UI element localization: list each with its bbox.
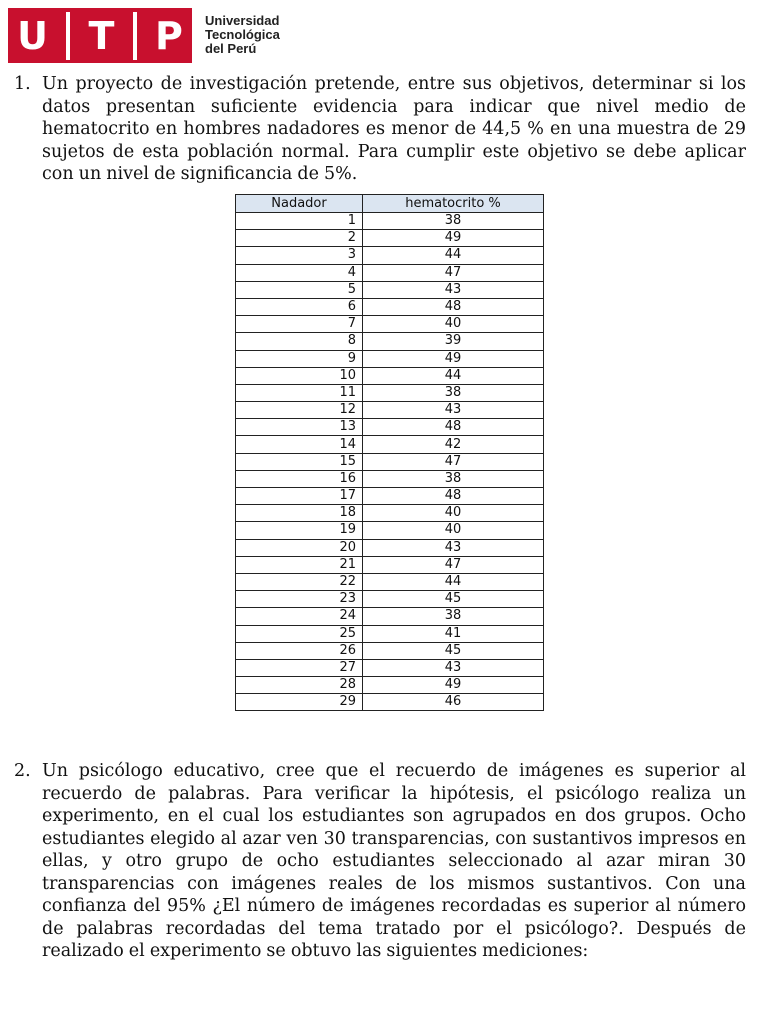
cell-hematocrito: 43 [363,539,544,556]
cell-nadador: 27 [236,659,363,676]
table-row [236,470,544,487]
cell-nadador: 10 [236,367,363,384]
table-row [236,384,544,401]
cell-hematocrito: 39 [363,333,544,350]
table-row [236,333,544,350]
table-row [236,419,544,436]
table-row [236,573,544,590]
cell-nadador: 13 [236,419,363,436]
cell-hematocrito: 48 [363,298,544,315]
cell-nadador: 28 [236,677,363,694]
cell-nadador: 18 [236,505,363,522]
cell-hematocrito: 38 [363,213,544,230]
logo-letter-u: U [17,13,48,58]
cell-nadador: 20 [236,539,363,556]
cell-nadador: 16 [236,470,363,487]
logo-separator [66,12,70,60]
cell-hematocrito: 48 [363,419,544,436]
cell-nadador: 7 [236,316,363,333]
table-row [236,281,544,298]
cell-hematocrito: 43 [363,659,544,676]
table-row [236,488,544,505]
table-row [236,556,544,573]
table-row [236,453,544,470]
table-row [236,522,544,539]
cell-nadador: 5 [236,281,363,298]
cell-hematocrito: 47 [363,556,544,573]
university-name-line: Tecnológica [205,27,280,42]
problem-number: 2. [14,761,31,781]
cell-nadador: 17 [236,488,363,505]
cell-hematocrito: 44 [363,367,544,384]
table-row [236,230,544,247]
problem-1 [14,73,746,186]
cell-nadador: 11 [236,384,363,401]
cell-hematocrito: 49 [363,230,544,247]
cell-hematocrito: 44 [363,247,544,264]
cell-nadador: 1 [236,213,363,230]
table-row [236,659,544,676]
table-body [236,213,544,711]
table-row [236,350,544,367]
table-row [236,591,544,608]
cell-nadador: 25 [236,625,363,642]
table-row [236,677,544,694]
cell-hematocrito: 49 [363,677,544,694]
cell-nadador: 3 [236,247,363,264]
problem-text: Un psicólogo educativo, cree que el recuerdo de imágenes es superior al recuerdo de palabras. Para verificar la hipótesis, el psicólogo realiza un experimento, en el cual los estudiantes son agrupados en dos grupos. Ocho estudiantes elegido al azar ven 30 transparencias, con sustantivos impresos en ellas, y otro grupo de ocho estudiantes seleccionado al azar miran 30 transparencias con imágenes reales de los mismos sustantivos. Con una confianza del 95% ¿El número de imágenes recordadas es superior al número de palabras recordadas del tema tratado por el psicólogo?. Después de realizado el experimento se obtuvo las siguientes mediciones: [42,761,746,961]
cell-hematocrito: 42 [363,436,544,453]
cell-hematocrito: 48 [363,488,544,505]
cell-nadador: 29 [236,694,363,711]
table-row [236,608,544,625]
logo-letter-t: T [88,13,115,58]
table-row [236,402,544,419]
cell-nadador: 15 [236,453,363,470]
problem-2 [14,760,746,963]
cell-hematocrito: 38 [363,470,544,487]
table-row [236,436,544,453]
cell-nadador: 24 [236,608,363,625]
column-header-hematocrito: hematocrito % [363,195,544,213]
university-name [205,14,280,56]
table-row [236,694,544,711]
table-row [236,213,544,230]
cell-nadador: 12 [236,402,363,419]
problem-number: 1. [14,74,31,94]
cell-hematocrito: 41 [363,625,544,642]
cell-hematocrito: 40 [363,522,544,539]
university-name-line: Universidad [205,13,280,28]
cell-hematocrito: 38 [363,608,544,625]
cell-hematocrito: 49 [363,350,544,367]
cell-hematocrito: 38 [363,384,544,401]
cell-hematocrito: 47 [363,453,544,470]
table-row [236,505,544,522]
table-row [236,298,544,315]
cell-nadador: 4 [236,264,363,281]
cell-hematocrito: 43 [363,402,544,419]
cell-nadador: 2 [236,230,363,247]
cell-nadador: 9 [236,350,363,367]
problem-text: Un proyecto de investigación pretende, entre sus objetivos, determinar si los datos presentan suficiente evidencia para indicar que nivel medio de hematocrito en hombres nadadores es menor de 44,5 % en una muestra de 29 sujetos de esta población normal. Para cumplir este objetivo se debe aplicar con un nivel de significancia de 5%. [42,74,746,184]
table-header-row [236,195,544,213]
cell-hematocrito: 45 [363,591,544,608]
cell-hematocrito: 43 [363,281,544,298]
cell-hematocrito: 44 [363,573,544,590]
cell-nadador: 26 [236,642,363,659]
utp-logo [8,8,192,63]
table-row [236,642,544,659]
cell-nadador: 19 [236,522,363,539]
cell-nadador: 22 [236,573,363,590]
table-row [236,367,544,384]
cell-hematocrito: 40 [363,316,544,333]
cell-nadador: 23 [236,591,363,608]
hematocrit-table [235,194,544,711]
logo-separator [133,12,137,60]
cell-nadador: 21 [236,556,363,573]
cell-hematocrito: 45 [363,642,544,659]
column-header-nadador: Nadador [236,195,363,213]
table-row [236,264,544,281]
table-row [236,539,544,556]
table-row [236,625,544,642]
cell-nadador: 14 [236,436,363,453]
logo-letter-p: P [154,13,183,58]
cell-nadador: 8 [236,333,363,350]
cell-hematocrito: 47 [363,264,544,281]
cell-hematocrito: 40 [363,505,544,522]
cell-nadador: 6 [236,298,363,315]
table-row [236,316,544,333]
university-name-line: del Perú [205,41,257,56]
table-row [236,247,544,264]
cell-hematocrito: 46 [363,694,544,711]
